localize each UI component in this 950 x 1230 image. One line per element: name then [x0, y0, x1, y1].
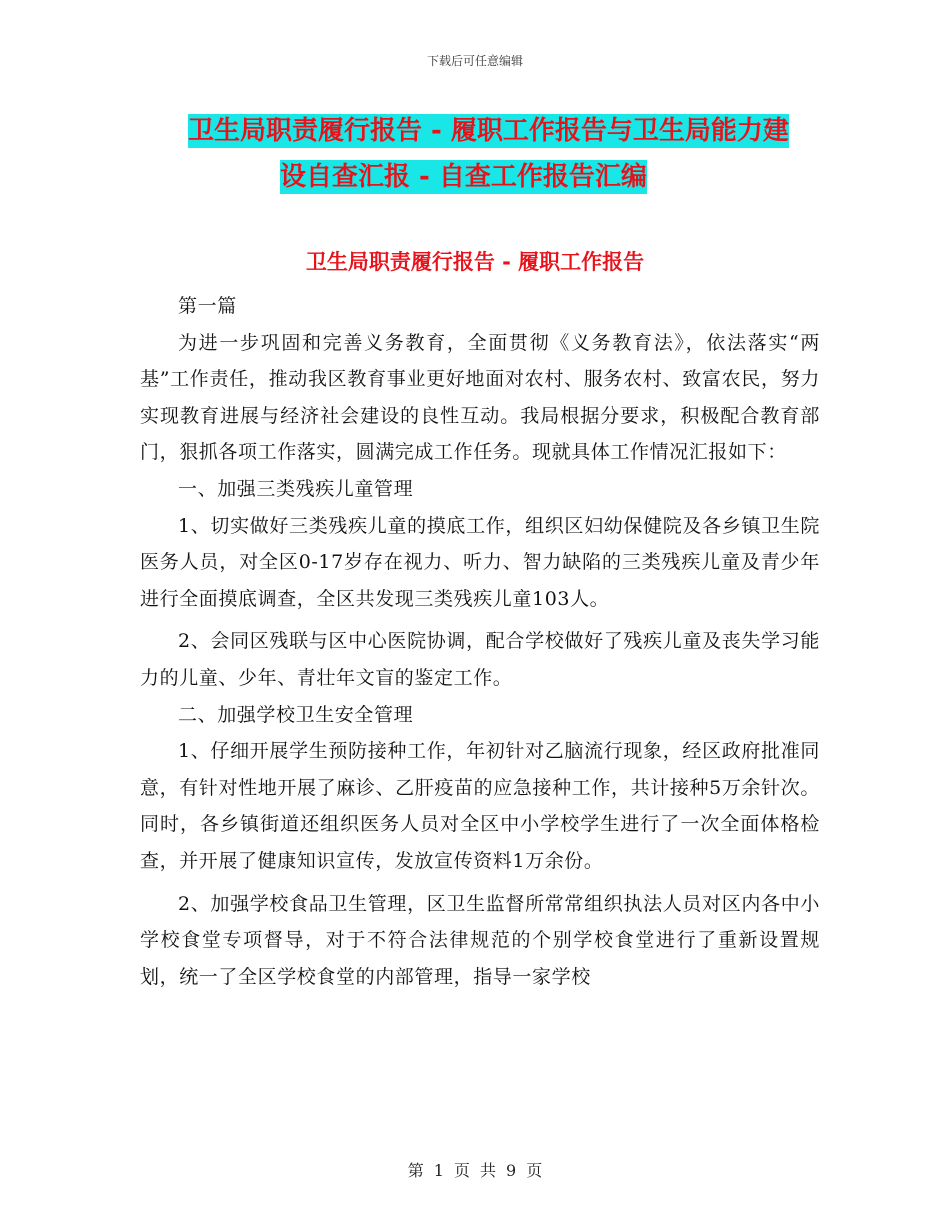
- paragraph-1-2: 2、会同区残联与区中心医院协调，配合学校做好了残疾儿童及丧失学习能力的儿童、少年、青壮年文盲的鉴定工作。: [140, 630, 820, 689]
- section-title: 卫生局职责履行报告 - 履职工作报告: [305, 250, 645, 274]
- heading-section-2: 二、加强学校卫生安全管理: [178, 703, 414, 726]
- title-line-2: 设自查汇报 - 自查工作报告汇编: [280, 162, 647, 192]
- paragraph-part-label: 第一篇: [178, 295, 237, 317]
- page-footer: [0, 1158, 950, 1181]
- document-title: [140, 108, 830, 200]
- footer-total-pages: 9: [506, 1161, 517, 1180]
- paragraph-2-1: 1、仔细开展学生预防接种工作，年初针对乙脑流行现象，经区政府批准同意，有针对性地开展了麻诊、乙肝疫苗的应急接种工作，共计接种5万余针次。同时，各乡镇街道还组织医务人员对全区中小学校学生进行了一次全面体格检查，并开展了健康知识宣传，发放宣传资料1万余份。: [140, 740, 820, 872]
- footer-page-number: 1: [433, 1161, 444, 1180]
- footer-page-unit: 页: [453, 1161, 470, 1180]
- footer-total-unit: 页: [526, 1161, 543, 1180]
- footer-total-label: 共: [480, 1161, 497, 1180]
- document-body: [140, 288, 820, 995]
- heading-section-1: 一、加强三类残疾儿童管理: [178, 477, 414, 500]
- paragraph-1-1: 1、切实做好三类残疾儿童的摸底工作，组织区妇幼保健院及各乡镇卫生院医务人员，对全区0-17岁存在视力、听力、智力缺陷的三类残疾儿童及青少年进行全面摸底调查，全区共发现三类残疾儿童103人。: [140, 514, 820, 610]
- paragraph-2-2: 2、加强学校食品卫生管理，区卫生监督所常常组织执法人员对区内各中小学校食堂专项督导，对于不符合法律规范的个别学校食堂进行了重新设置规划，统一了全区学校食堂的内部管理，指导一家学校: [140, 892, 820, 988]
- title-line-1: 卫生局职责履行报告 - 履职工作报告与卫生局能力建: [188, 116, 789, 146]
- page-header: 下载后可任意编辑: [426, 54, 523, 68]
- footer-page-label: 第: [407, 1161, 424, 1180]
- paragraph-intro: 为进一步巩固和完善义务教育，全面贯彻《义务教育法》，依法落实“两基”工作责任，推动我区教育事业更好地面对农村、服务农村、致富农民，努力实现教育进展与经济社会建设的良性互动。我局根据分要求，积极配合教育部门，狠抓各项工作落实，圆满完成工作任务。现就具体工作情况汇报如下：: [140, 331, 820, 464]
